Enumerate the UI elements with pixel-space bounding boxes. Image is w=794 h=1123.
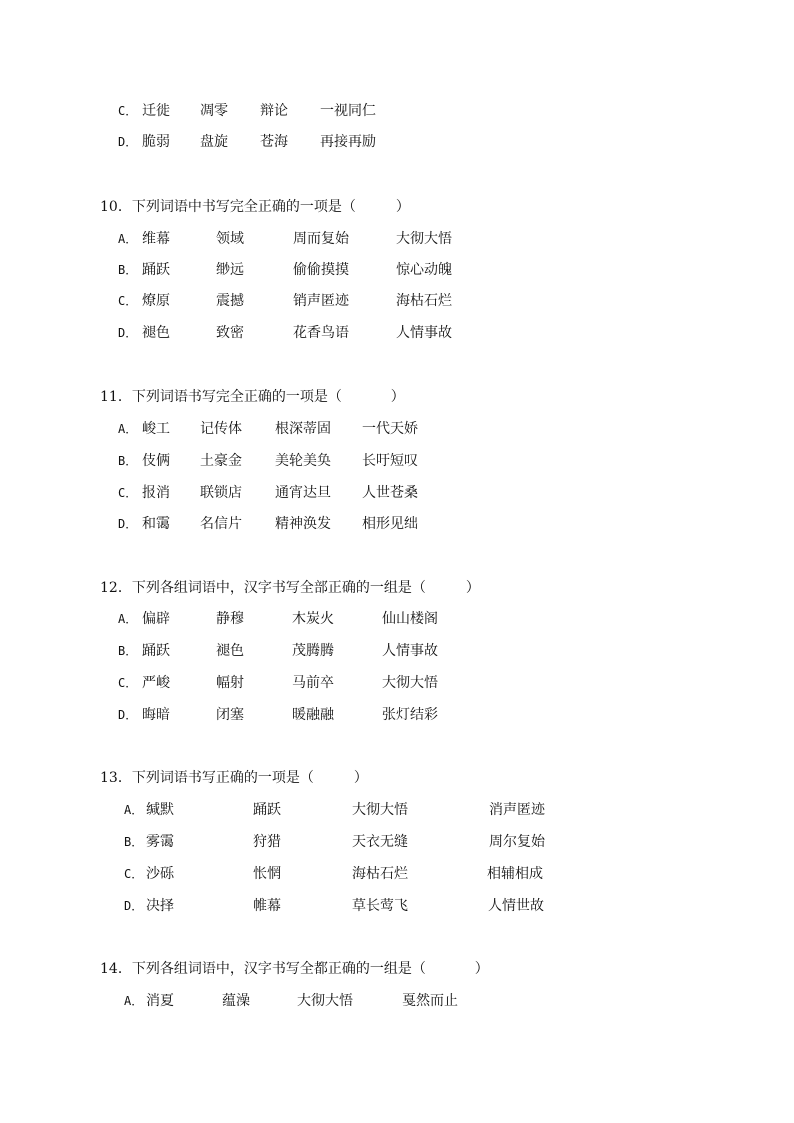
- option-word: 领域: [216, 231, 244, 247]
- option-word: 再接再励: [320, 134, 376, 150]
- option-word: 仙山楼阁: [382, 611, 438, 627]
- option-word: 大彻大悟: [352, 802, 408, 818]
- option-word: 消夏: [146, 993, 174, 1009]
- option-word: 大彻大悟: [396, 231, 452, 247]
- option-word: 消声匿迹: [489, 802, 545, 818]
- option-word: 闭塞: [216, 707, 244, 723]
- option-word: 草长莺飞: [352, 898, 408, 914]
- option-label: B．: [124, 835, 144, 849]
- option-label: A．: [118, 612, 138, 626]
- option-label: D．: [118, 135, 138, 149]
- option-word: 天衣无缝: [352, 834, 408, 850]
- option-word: 伎俩: [142, 453, 170, 469]
- option-word: 人世苍桑: [362, 485, 418, 501]
- option-word: 大彻大悟: [297, 993, 353, 1009]
- option-word: 幅射: [216, 675, 244, 691]
- option-word: 报消: [142, 485, 170, 501]
- option-word: 帷幕: [253, 898, 281, 914]
- option-word: 迁徙: [142, 103, 170, 119]
- option-word: 美轮美奂: [275, 453, 331, 469]
- option-word: 致密: [216, 325, 244, 341]
- question-12-title: 12．下列各组词语中，汉字书写全部正确的一组是（ ）: [100, 580, 480, 596]
- option-label: A．: [124, 994, 144, 1008]
- option-word: 周而复始: [293, 231, 349, 247]
- option-word: 缄默: [146, 802, 174, 818]
- question-14-title: 14．下列各组词语中，汉字书写全都正确的一组是（ ）: [100, 961, 489, 977]
- option-word: 燎原: [142, 293, 170, 309]
- option-word: 沙砾: [146, 866, 174, 882]
- option-word: 和霭: [142, 516, 170, 532]
- option-word: 名信片: [200, 516, 242, 532]
- option-word: 褪色: [142, 325, 170, 341]
- option-word: 怅惘: [253, 866, 281, 882]
- question-13-title: 13．下列词语书写正确的一项是（ ）: [100, 770, 368, 786]
- option-word: 人情事故: [396, 325, 452, 341]
- option-word: 相形见绌: [362, 516, 418, 532]
- option-word: 暖融融: [292, 707, 334, 723]
- option-word: 海枯石烂: [352, 866, 408, 882]
- option-word: 严峻: [142, 675, 170, 691]
- option-word: 花香鸟语: [293, 325, 349, 341]
- option-word: 记传体: [200, 421, 242, 437]
- option-label: C．: [118, 676, 138, 690]
- option-word: 根深蒂固: [275, 421, 331, 437]
- option-word: 凋零: [200, 103, 228, 119]
- option-label: B．: [118, 263, 138, 277]
- option-word: 惊心动魄: [396, 262, 452, 278]
- option-word: 维幕: [142, 231, 170, 247]
- option-word: 踊跃: [142, 262, 170, 278]
- option-word: 苍海: [260, 134, 288, 150]
- option-word: 褪色: [216, 643, 244, 659]
- option-word: 雾霭: [146, 834, 174, 850]
- option-word: 蕴澡: [222, 993, 250, 1009]
- option-word: 周尔复始: [489, 834, 545, 850]
- option-label: D．: [124, 899, 144, 913]
- option-word: 销声匿迹: [293, 293, 349, 309]
- option-label: B．: [118, 644, 138, 658]
- question-11-title: 11．下列词语书写完全正确的一项是（ ）: [100, 389, 405, 405]
- option-word: 戛然而止: [402, 993, 458, 1009]
- option-word: 偏辟: [142, 611, 170, 627]
- option-label: D．: [118, 326, 138, 340]
- option-word: 一视同仁: [320, 103, 376, 119]
- option-word: 踊跃: [253, 802, 281, 818]
- option-label: C．: [118, 294, 138, 308]
- option-word: 长吁短叹: [362, 453, 418, 469]
- option-word: 峻工: [142, 421, 170, 437]
- option-word: 木炭火: [292, 611, 334, 627]
- option-label: A．: [124, 803, 144, 817]
- option-label: A．: [118, 232, 138, 246]
- option-word: 缈远: [216, 262, 244, 278]
- question-10-title: 10．下列词语中书写完全正确的一项是（ ）: [100, 199, 410, 215]
- option-word: 狩猎: [253, 834, 281, 850]
- option-label: C．: [118, 104, 138, 118]
- option-word: 偷偷摸摸: [293, 262, 349, 278]
- option-label: B．: [118, 454, 138, 468]
- option-word: 盘旋: [200, 134, 228, 150]
- option-label: D．: [118, 517, 138, 531]
- option-word: 茂腾腾: [292, 643, 334, 659]
- option-word: 辩论: [260, 103, 288, 119]
- option-word: 静穆: [216, 611, 244, 627]
- option-word: 精神涣发: [275, 516, 331, 532]
- option-word: 张灯结彩: [382, 707, 438, 723]
- option-word: 人情世故: [488, 898, 544, 914]
- option-word: 海枯石烂: [396, 293, 452, 309]
- option-word: 晦暗: [142, 707, 170, 723]
- option-word: 脆弱: [142, 134, 170, 150]
- option-word: 踊跃: [142, 643, 170, 659]
- option-word: 震撼: [216, 293, 244, 309]
- option-label: D．: [118, 708, 138, 722]
- option-word: 联锁店: [200, 485, 242, 501]
- option-word: 通宵达旦: [275, 485, 331, 501]
- option-word: 人情事故: [382, 643, 438, 659]
- option-word: 马前卒: [292, 675, 334, 691]
- option-label: C．: [118, 486, 138, 500]
- option-word: 土豪金: [200, 453, 242, 469]
- option-label: C．: [124, 867, 144, 881]
- option-word: 相辅相成: [487, 866, 543, 882]
- option-word: 一代天娇: [362, 421, 418, 437]
- option-label: A．: [118, 422, 138, 436]
- option-word: 决择: [146, 898, 174, 914]
- option-word: 大彻大悟: [382, 675, 438, 691]
